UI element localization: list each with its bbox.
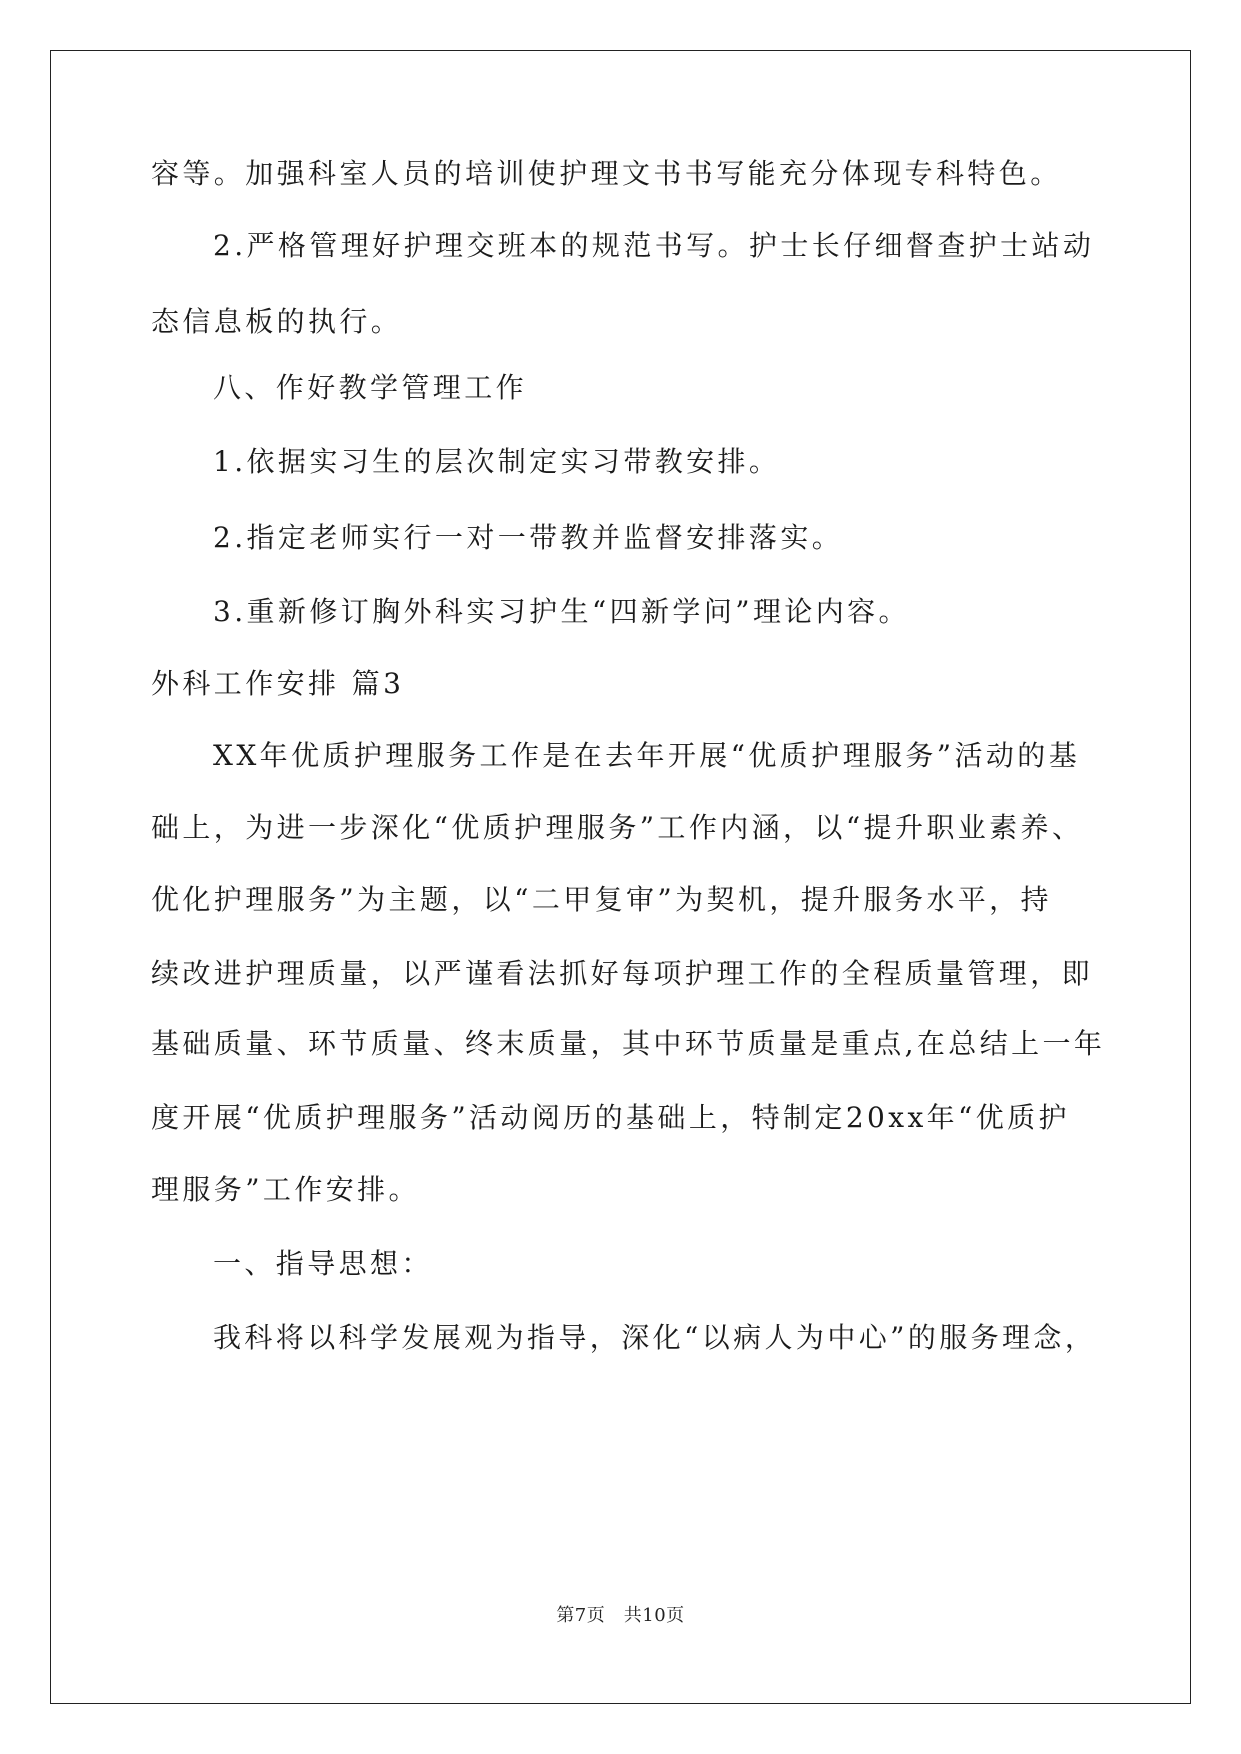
paragraph-line: 理服务”工作安排。 [151, 1173, 420, 1206]
paragraph-line: 优化护理服务”为主题，以“二甲复审”为契机，提升服务水平，持 [151, 883, 1052, 916]
paragraph-line: 础上，为进一步深化“优质护理服务”工作内涵，以“提升职业素养、 [151, 811, 1084, 844]
paragraph-line: 态信息板的执行。 [151, 305, 403, 338]
paragraph-line: 度开展“优质护理服务”活动阅历的基础上，特制定20xx年“优质护 [151, 1101, 1070, 1134]
paragraph-line: XX年优质护理服务工作是在去年开展“优质护理服务”活动的基 [213, 739, 1081, 772]
list-item: 1.依据实习生的层次制定实习带教安排。 [213, 445, 781, 478]
list-item: 3.重新修订胸外科实习护生“四新学问”理论内容。 [213, 595, 910, 628]
section-heading: 一、指导思想： [213, 1247, 433, 1280]
paragraph-line: 容等。加强科室人员的培训使护理文书书写能充分体现专科特色。 [151, 157, 1062, 190]
article-title: 外科工作安排 篇3 [151, 667, 405, 700]
page-number: 第7页 共10页 [556, 1605, 685, 1626]
section-heading: 八、作好教学管理工作 [213, 371, 528, 404]
page-border [50, 50, 1191, 1704]
paragraph-line: 2.严格管理好护理交班本的规范书写。护士长仔细督查护士站动 [213, 229, 1095, 262]
paragraph-line: 续改进护理质量，以严谨看法抓好每项护理工作的全程质量管理，即 [151, 957, 1094, 990]
paragraph-line: 我科将以科学发展观为指导，深化“以病人为中心”的服务理念， [213, 1321, 1097, 1354]
paragraph-line: 基础质量、环节质量、终末质量，其中环节质量是重点,在总结上一年 [151, 1027, 1106, 1060]
list-item: 2.指定老师实行一对一带教并监督安排落实。 [213, 521, 844, 554]
